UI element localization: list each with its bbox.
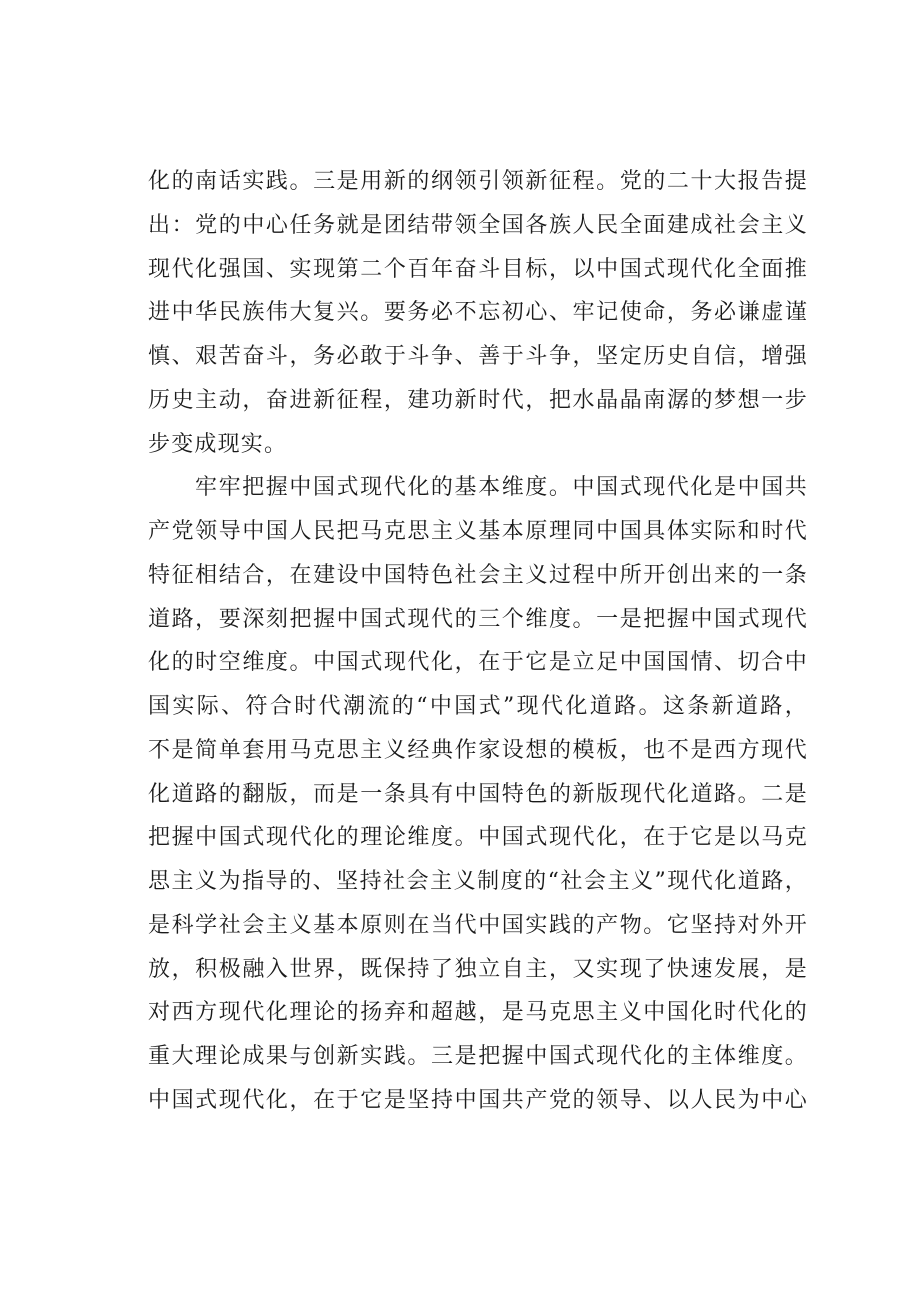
text-line: 化的时空维度。中国式现代化，在于它是立足中国国情、切合中: [148, 650, 808, 676]
text-line: 步变成现实。: [148, 431, 288, 457]
paragraph-2: [148, 466, 808, 1122]
text-line: 放，积极融入世界，既保持了独立自主，又实现了快速发展，是: [148, 956, 808, 982]
text-line: 出：党的中心任务就是团结带领全国各族人民全面建成社会主义: [148, 212, 808, 238]
text-line: 进中华民族伟大复兴。要务必不忘初心、牢记使命，务必谦虚谨: [148, 300, 808, 326]
paragraph-1: [148, 160, 808, 466]
text-line: 道路，要深刻把握中国式现代的三个维度。一是把握中国式现代: [148, 606, 808, 632]
text-line: 化道路的翻版，而是一条具有中国特色的新版现代化道路。二是: [148, 781, 808, 807]
text-line: 特征相结合，在建设中国特色社会主义过程中所开创出来的一条: [148, 562, 808, 588]
body-text: [148, 160, 808, 1123]
text-line: 不是简单套用马克思主义经典作家设想的模板，也不是西方现代: [148, 737, 808, 763]
text-line: 是科学社会主义基本原则在当代中国实践的产物。它坚持对外开: [148, 912, 808, 938]
text-line: 思主义为指导的、坚持社会主义制度的“社会主义”现代化道路，: [148, 869, 808, 894]
text-line: 现代化强国、实现第二个百年奋斗目标，以中国式现代化全面推: [148, 256, 808, 282]
text-line: 化的南话实践。三是用新的纲领引领新征程。党的二十大报告提: [148, 169, 808, 194]
text-line: 重大理论成果与创新实践。三是把握中国式现代化的主体维度。: [148, 1044, 808, 1069]
text-line: 国实际、符合时代潮流的“中国式”现代化道路。这条新道路，: [148, 694, 808, 719]
text-line: 把握中国式现代化的理论维度。中国式现代化，在于它是以马克: [148, 825, 808, 851]
text-line: 产党领导中国人民把马克思主义基本原理同中国具体实际和时代: [148, 519, 808, 544]
text-line: 对西方现代化理论的扬弃和超越，是马克思主义中国化时代化的: [148, 1000, 808, 1026]
text-line: 中国式现代化，在于它是坚持中国共产党的领导、以人民为中心: [148, 1087, 808, 1113]
text-line: 牢牢把握中国式现代化的基本维度。中国式现代化是中国共: [195, 475, 808, 501]
text-line: 历史主动，奋进新征程，建功新时代，把水晶晶南潺的梦想一步: [148, 387, 808, 413]
text-line: 慎、艰苦奋斗，务必敢于斗争、善于斗争，坚定历史自信，增强: [148, 344, 808, 369]
